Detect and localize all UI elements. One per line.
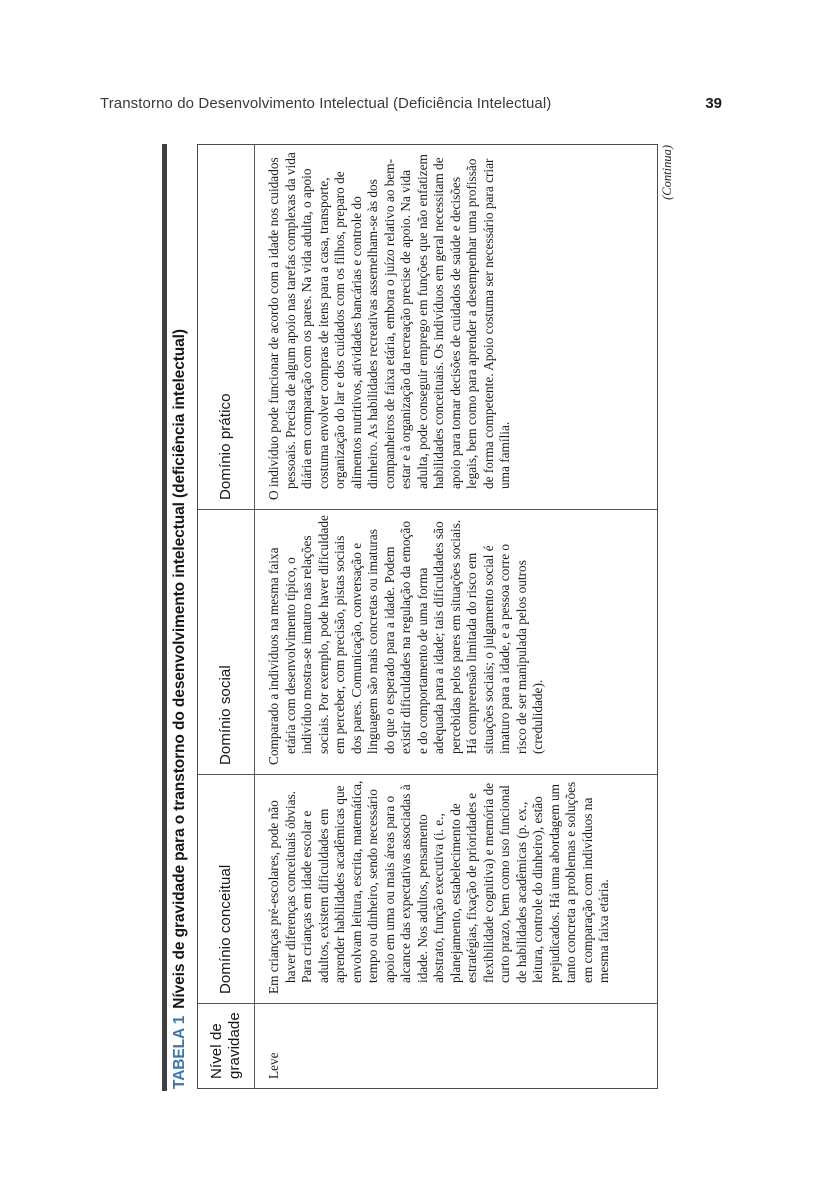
- cell-severity-leve: [255, 1004, 657, 1088]
- table-top-rule: [162, 144, 167, 1091]
- cell-social-leve: [255, 510, 657, 775]
- running-head: [100, 95, 722, 112]
- table-caption: [171, 144, 189, 1089]
- table-title-text: Níveis de gravidade para o transtorno do desenvolvimento intelectual (deficiência intelectual): [171, 329, 188, 1009]
- conceptual-text: Em crianças pré-escolares, pode não haver diferenças conceituais óbvias. Para crianças em idade escolar e adultos, existem dificuldades em aprender habilidades acadêmicas que envolvam leitura, escrita, matemática, tempo ou dinheiro, sendo necessário apoio em uma ou mais áreas para o alcance das expectativas associadas à idade. Nos adultos, pensamento abstrato, função executiva (i. e., planejamento, estabelecimento de estratégias, fixação de prioridades e flexibilidade cognitiva) e memória de curto prazo, bem como uso funcional de habilidades acadêmicas (p. ex., leitura, controle do dinheiro), estão prejudicados. Há uma abordagem um tanto concreta a problemas e soluções em comparação com indivíduos na mesma faixa etária.: [266, 780, 611, 994]
- continuation-note: (Continua): [660, 145, 674, 200]
- column-header-social: Domínio social: [198, 510, 255, 775]
- rotated-table-block: [162, 144, 683, 1091]
- table-label: TABELA 1: [171, 1015, 188, 1089]
- social-text: Comparado a indivíduos na mesma faixa etária com desenvolvimento típico, o indivíduo mostra-se imaturo nas relações sociais. Por exemplo, pode haver dificuldade em perceber, com precisão, pistas sociais dos pares. Comunicação, conversação e linguagem são mais concretas ou imaturas do que o esperado para a idade. Podem existir dificuldades na regulação da emoção e do comportamento de uma forma adequada para a idade; tais dificuldades são percebidas pelos pares em situações sociais. Há compreensão limitada do risco em situações sociais; o julgamento social é imaturo para a idade, e a pessoa corre o risco de ser manipulada pelos outros (credulidade).: [266, 515, 545, 765]
- cell-conceptual-leve: [255, 775, 657, 1004]
- practical-text: O indivíduo pode funcionar de acordo com a idade nos cuidados pessoais. Precisa de algum apoio nas tarefas complexas da vida diária em comparação com os pares. Na vida adulta, o apoio costuma envolver compras de itens para a casa, transporte, organização do lar e dos cuidados com os filhos, preparo de alimentos nutritivos, atividades bancárias e controle do dinheiro. As habilidades recreativas assemelham-se às dos companheiros de faixa etária, embora o juízo relativo ao bem-estar e à organização da recreação precise de apoio. Na vida adulta, pode conseguir emprego em funções que não enfatizem habilidades conceituais. Os indivíduos em geral necessitam de apoio para tomar decisões de cuidados de saúde e decisões legais, bem como para aprender a desempenhar uma profissão de forma competente. Apoio costuma ser necessário para criar uma família.: [266, 152, 512, 500]
- column-header-conceptual: Domínio conceitual: [198, 775, 255, 1004]
- cell-practical-leve: [255, 145, 657, 510]
- column-header-practical: Domínio prático: [198, 145, 255, 510]
- page-number: 39: [705, 95, 722, 112]
- severity-value: Leve: [266, 1052, 281, 1079]
- running-head-title: Transtorno do Desenvolvimento Intelectual (Deficiência Intelectual): [100, 95, 552, 112]
- column-header-severity: Nível de gravidade: [198, 1004, 255, 1088]
- severity-table: [197, 144, 658, 1089]
